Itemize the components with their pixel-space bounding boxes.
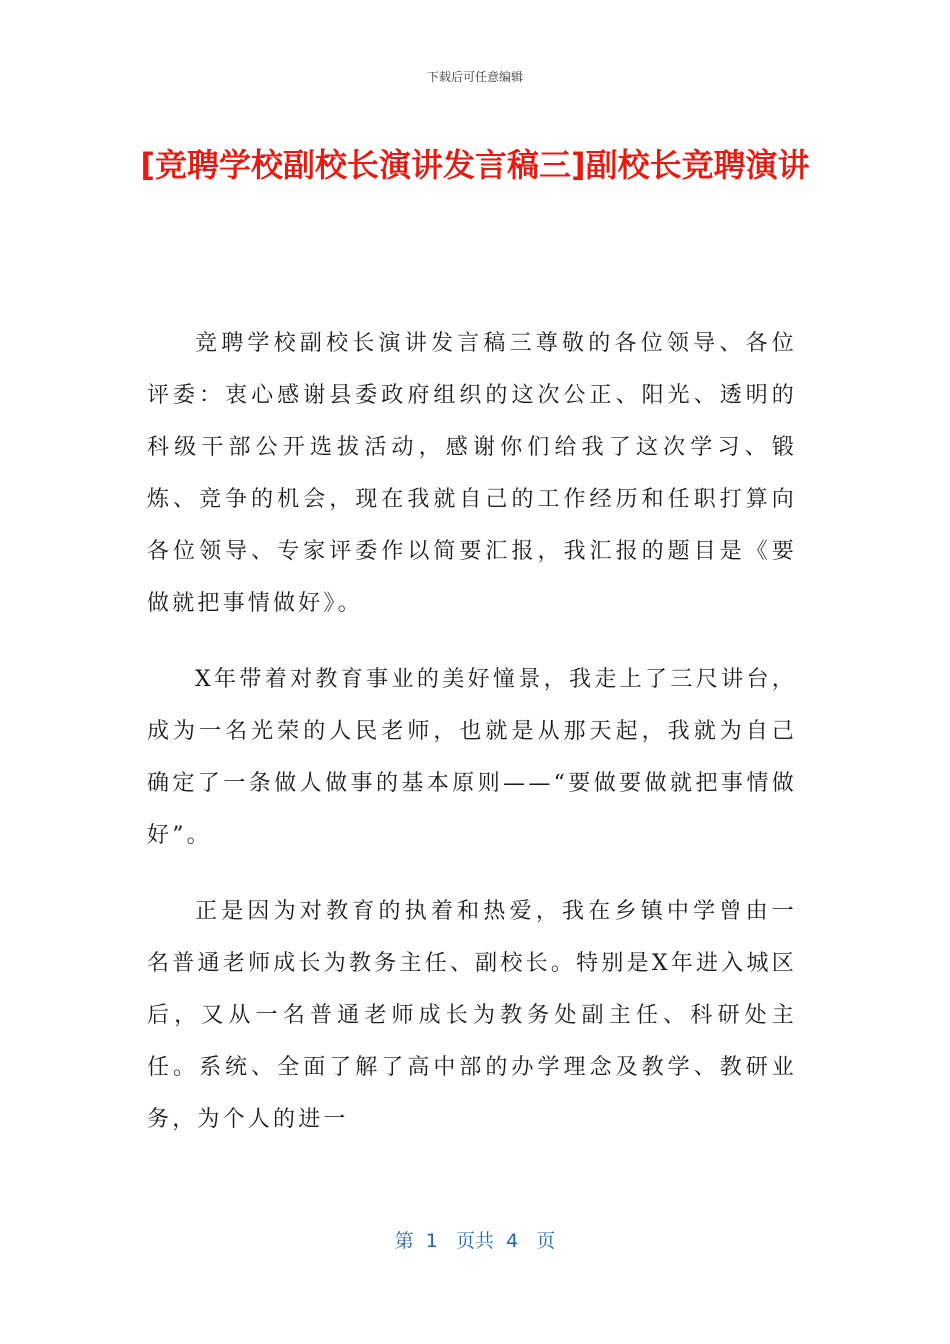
paragraph-2: X年带着对教育事业的美好憧景，我走上了三尺讲台，成为一名光荣的人民老师，也就是从那天起，我就为自己确定了一条做人做事的基本原则——“要做要做就把事情做好”。 <box>147 667 797 848</box>
paragraph-1: 竞聘学校副校长演讲发言稿三尊敬的各位领导、各位评委：衷心感谢县委政府组织的这次公正、阳光、透明的科级干部公开选拔活动，感谢你们给我了这次学习、锻炼、竞争的机会，现在我就自己的工作经历和任职打算向各位领导、专家评委作以简要汇报，我汇报的题目是《要做就把事情做好》。 <box>147 331 797 616</box>
page-footer: 第 1 页共 4 页 <box>394 1230 556 1252</box>
paragraph-3: 正是因为对教育的执着和热爱，我在乡镇中学曾由一名普通老师成长为教务主任、副校长。特别是X年进入城区后，又从一名普通老师成长为教务处副主任、科研处主任。系统、全面了解了高中部的办学理念及教学、教研业务，为个人的进一 <box>147 899 797 1132</box>
header-note: 下载后可任意编辑 <box>426 70 523 84</box>
document-title: [竞聘学校副校长演讲发言稿三]副校长竞聘演讲 <box>140 146 810 184</box>
document-body <box>147 318 797 1146</box>
